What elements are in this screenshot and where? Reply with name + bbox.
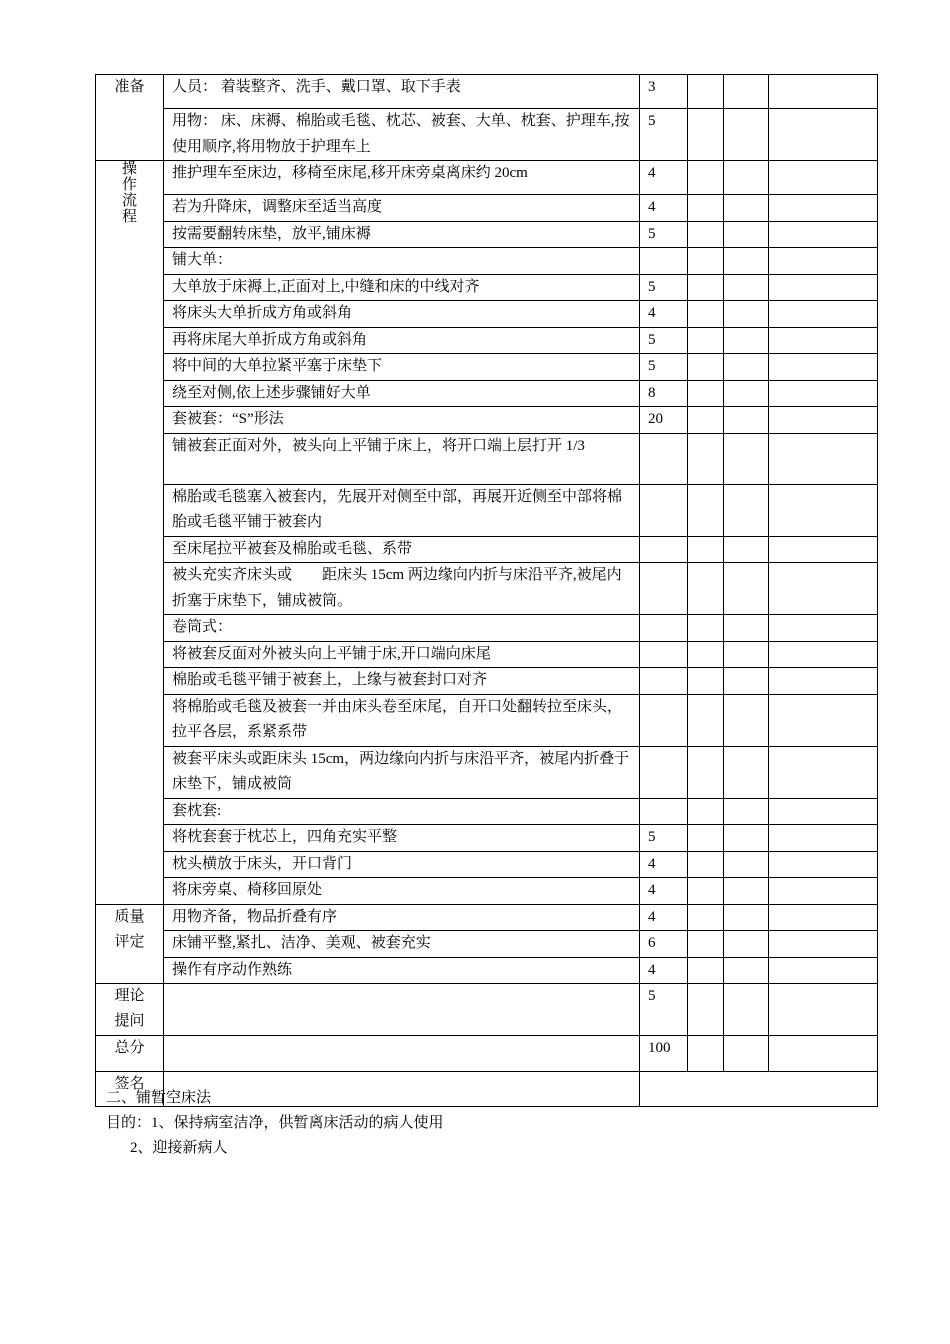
grade-cell [724, 984, 769, 1036]
grade-cell [688, 484, 724, 536]
grade-cell [724, 668, 769, 695]
grade-cell [688, 407, 724, 434]
section-label-cell [96, 984, 164, 1036]
item-text: 将被套反面对外被头向上平铺于床,开口端向床尾 [164, 641, 640, 668]
grade-cell [769, 984, 878, 1036]
grade-cell [769, 484, 878, 536]
grade-cell [688, 75, 724, 109]
item-text: 将中间的大单拉紧平塞于床垫下 [164, 354, 640, 381]
grade-cell [769, 1035, 878, 1071]
grade-cell [769, 825, 878, 852]
table-row [96, 380, 878, 407]
table-row [96, 484, 878, 536]
grade-cell [688, 746, 724, 798]
grade-cell [688, 668, 724, 695]
grade-cell [688, 641, 724, 668]
grade-cell [688, 354, 724, 381]
section-label: 理论提问 [114, 988, 145, 1029]
item-score: 5 [640, 274, 688, 301]
grade-cell [769, 221, 878, 248]
table-row [96, 1035, 878, 1071]
signature-field[interactable] [164, 1071, 640, 1106]
item-score [640, 746, 688, 798]
item-text: 套被套：“S”形法 [164, 407, 640, 434]
item-score [640, 694, 688, 746]
grade-cell [688, 904, 724, 931]
item-score [640, 536, 688, 563]
item-score [640, 484, 688, 536]
grade-cell [724, 1035, 769, 1071]
grade-cell [769, 161, 878, 195]
item-score: 4 [640, 161, 688, 195]
grade-cell [769, 957, 878, 984]
section-label-cell [96, 75, 164, 161]
grade-cell [724, 327, 769, 354]
grade-cell [688, 274, 724, 301]
item-text: 被头充实齐床头或 距床头 15cm 两边缘向内折与床沿平齐,被尾内折塞于床垫下，铺成被筒。 [164, 563, 640, 615]
grade-cell [688, 878, 724, 905]
grade-cell [724, 563, 769, 615]
item-text: 铺大单： [164, 248, 640, 275]
grade-cell [769, 407, 878, 434]
item-text: 绕至对侧,依上述步骤铺好大单 [164, 380, 640, 407]
grade-cell [724, 407, 769, 434]
grade-cell [724, 957, 769, 984]
grade-cell [724, 433, 769, 484]
table-row [96, 433, 878, 484]
item-score [640, 248, 688, 275]
grade-cell [769, 248, 878, 275]
grade-cell [769, 563, 878, 615]
item-score: 3 [640, 75, 688, 109]
item-text: 棉胎或毛毯塞入被套内，先展开对侧至中部，再展开近侧至中部将棉胎或毛毯平铺于被套内 [164, 484, 640, 536]
grade-cell [769, 354, 878, 381]
grade-cell [724, 641, 769, 668]
scoring-table [95, 74, 878, 1107]
grade-cell [724, 195, 769, 222]
grade-cell [688, 851, 724, 878]
grade-cell [769, 195, 878, 222]
item-text: 枕头横放于床头，开口背门 [164, 851, 640, 878]
item-score: 5 [640, 327, 688, 354]
item-text: 按需要翻转床垫，放平,铺床褥 [164, 221, 640, 248]
grade-cell [688, 380, 724, 407]
table-row [96, 109, 878, 161]
grade-cell [688, 798, 724, 825]
grade-cell [688, 563, 724, 615]
table-row [96, 984, 878, 1036]
table-row [96, 957, 878, 984]
grade-cell [724, 536, 769, 563]
table-row [96, 668, 878, 695]
table-row [96, 221, 878, 248]
grade-cell [769, 746, 878, 798]
table-row [96, 354, 878, 381]
grade-cell [688, 536, 724, 563]
grade-cell [724, 931, 769, 958]
table-row [96, 615, 878, 642]
grade-cell [724, 380, 769, 407]
item-score [640, 563, 688, 615]
table-row [96, 407, 878, 434]
section-label: 操作流程 [121, 161, 137, 225]
item-text: 推护理车至床边，移椅至床尾,移开床旁桌离床约 20cm [164, 161, 640, 195]
grade-cell [688, 327, 724, 354]
grade-cell [724, 221, 769, 248]
item-text [164, 984, 640, 1036]
grade-cell [688, 301, 724, 328]
item-score: 8 [640, 380, 688, 407]
grade-cell [724, 825, 769, 852]
grade-cell [769, 536, 878, 563]
grade-cell [688, 109, 724, 161]
item-text: 套枕套: [164, 798, 640, 825]
item-score [640, 433, 688, 484]
grade-cell [688, 825, 724, 852]
item-score [640, 668, 688, 695]
item-text: 将枕套套于枕芯上，四角充实平整 [164, 825, 640, 852]
grade-cell [724, 354, 769, 381]
grade-cell [688, 1035, 724, 1071]
table-row [96, 161, 878, 195]
table-row [96, 75, 878, 109]
item-score: 4 [640, 851, 688, 878]
grade-cell [724, 904, 769, 931]
table-row [96, 301, 878, 328]
table-row [96, 825, 878, 852]
grade-cell [769, 433, 878, 484]
grade-cell [688, 615, 724, 642]
section-label: 总分 [114, 1039, 145, 1056]
grade-cell [688, 433, 724, 484]
item-text: 棉胎或毛毯平铺于被套上，上缘与被套封口对齐 [164, 668, 640, 695]
table-row [96, 563, 878, 615]
signature-blank [640, 1071, 878, 1106]
item-score: 4 [640, 957, 688, 984]
grade-cell [688, 931, 724, 958]
item-text: 大单放于床褥上,正面对上,中缝和床的中线对齐 [164, 274, 640, 301]
item-score: 20 [640, 407, 688, 434]
section-heading: 二、铺暂空床法 [106, 1090, 212, 1106]
grade-cell [724, 274, 769, 301]
grade-cell [769, 327, 878, 354]
grade-cell [688, 984, 724, 1036]
purpose-line-1: 目的：1、保持病室洁净，供暂离床活动的病人使用 [106, 1115, 444, 1131]
grade-cell [688, 221, 724, 248]
item-text: 操作有序动作熟练 [164, 957, 640, 984]
table-row [96, 248, 878, 275]
item-score: 5 [640, 109, 688, 161]
item-score [640, 798, 688, 825]
table-row [96, 798, 878, 825]
item-text: 卷筒式： [164, 615, 640, 642]
table-row [96, 878, 878, 905]
table-row [96, 327, 878, 354]
item-text: 若为升降床，调整床至适当高度 [164, 195, 640, 222]
grade-cell [769, 301, 878, 328]
grade-cell [724, 878, 769, 905]
item-text: 被套平床头或距床头 15cm，两边缘向内折与床沿平齐，被尾内折叠于床垫下，铺成被筒 [164, 746, 640, 798]
table-row [96, 195, 878, 222]
item-text: 再将床尾大单折成方角或斜角 [164, 327, 640, 354]
item-score: 5 [640, 825, 688, 852]
grade-cell [724, 694, 769, 746]
table-row [96, 536, 878, 563]
item-text: 将床头大单折成方角或斜角 [164, 301, 640, 328]
table-row [96, 694, 878, 746]
item-text: 人员： 着装整齐、洗手、戴口罩、取下手表 [164, 75, 640, 109]
item-score: 4 [640, 301, 688, 328]
grade-cell [724, 301, 769, 328]
section-label-cell [96, 1035, 164, 1071]
grade-cell [724, 798, 769, 825]
grade-cell [688, 161, 724, 195]
grade-cell [769, 380, 878, 407]
item-text: 用物： 床、床褥、棉胎或毛毯、枕芯、被套、大单、枕套、护理车,按使用顺序,将用物放于护理车上 [164, 109, 640, 161]
grade-cell [769, 641, 878, 668]
table-row [96, 851, 878, 878]
grade-cell [688, 694, 724, 746]
grade-cell [769, 878, 878, 905]
grade-cell [769, 694, 878, 746]
item-text: 用物齐备，物品折叠有序 [164, 904, 640, 931]
section-label: 准备 [114, 79, 145, 95]
grade-cell [769, 274, 878, 301]
grade-cell [688, 957, 724, 984]
item-text: 将床旁桌、椅移回原处 [164, 878, 640, 905]
item-text: 至床尾拉平被套及棉胎或毛毯、系带 [164, 536, 640, 563]
item-score: 5 [640, 984, 688, 1036]
grade-cell [724, 109, 769, 161]
table-row [96, 931, 878, 958]
item-score [640, 615, 688, 642]
grade-cell [769, 904, 878, 931]
grade-cell [769, 798, 878, 825]
grade-cell [769, 615, 878, 642]
section-label: 质量评定 [114, 908, 145, 950]
grade-cell [724, 75, 769, 109]
grade-cell [688, 195, 724, 222]
item-score: 5 [640, 354, 688, 381]
table-row [96, 1071, 878, 1106]
section-label: 签名 [114, 1075, 145, 1092]
grade-cell [724, 484, 769, 536]
item-score: 5 [640, 221, 688, 248]
grade-cell [724, 248, 769, 275]
item-score: 4 [640, 195, 688, 222]
table-row [96, 641, 878, 668]
grade-cell [769, 668, 878, 695]
item-score [640, 641, 688, 668]
item-score: 4 [640, 904, 688, 931]
purpose-line-2: 2、迎接新病人 [130, 1140, 228, 1156]
grade-cell [724, 161, 769, 195]
item-text: 床铺平整,紧扎、洁净、美观、被套充实 [164, 931, 640, 958]
section-label-cell [96, 904, 164, 984]
item-score: 100 [640, 1035, 688, 1071]
item-text: 将棉胎或毛毯及被套一并由床头卷至床尾，自开口处翻转拉至床头，拉平各层，系紧系带 [164, 694, 640, 746]
item-score: 6 [640, 931, 688, 958]
section-label-cell [96, 161, 164, 905]
grade-cell [769, 75, 878, 109]
grade-cell [769, 931, 878, 958]
table-row [96, 904, 878, 931]
grade-cell [769, 851, 878, 878]
grade-cell [724, 851, 769, 878]
grade-cell [724, 746, 769, 798]
table-row [96, 274, 878, 301]
grade-cell [724, 615, 769, 642]
grade-cell [769, 109, 878, 161]
item-score: 4 [640, 878, 688, 905]
item-text [164, 1035, 640, 1071]
item-text: 铺被套正面对外，被头向上平铺于床上，将开口端上层打开 1/3 [164, 433, 640, 484]
grade-cell [688, 248, 724, 275]
table-row [96, 746, 878, 798]
